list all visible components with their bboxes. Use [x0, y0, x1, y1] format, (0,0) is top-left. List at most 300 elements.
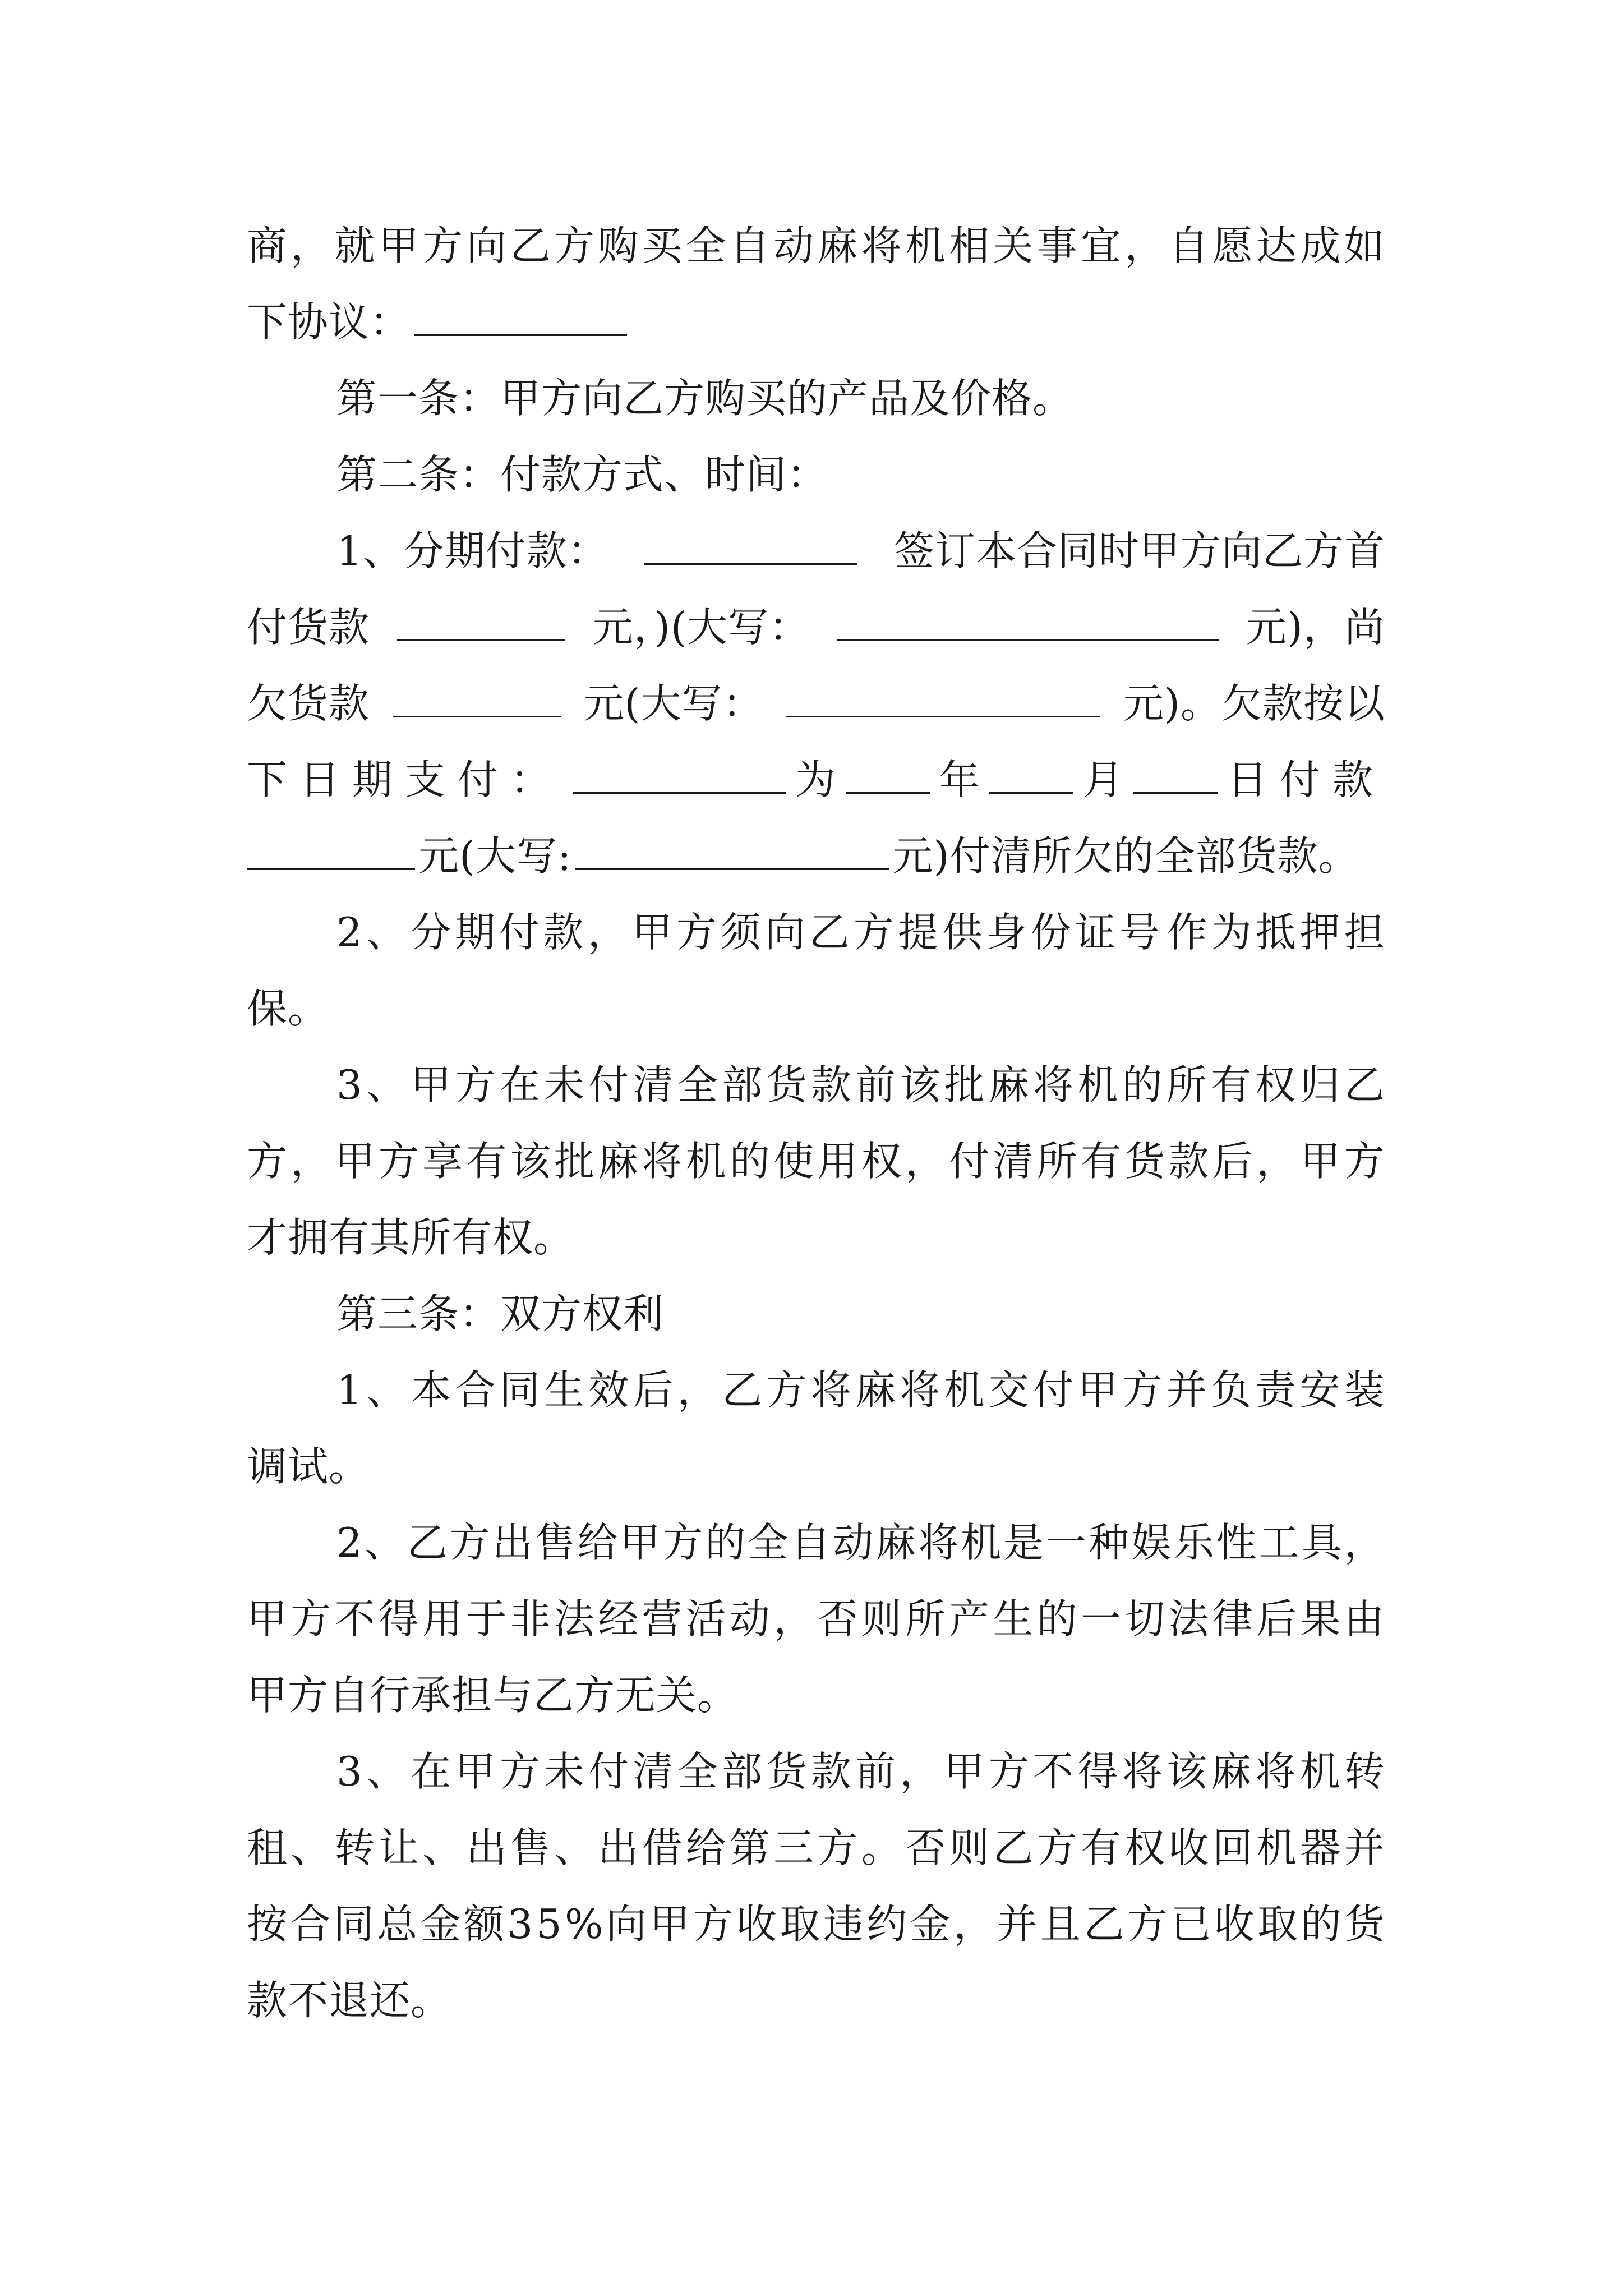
text-char: 享 [422, 1138, 464, 1185]
text-char: 向 [606, 1901, 647, 1948]
text-char: 份 [1030, 909, 1072, 956]
text-char: 方 [499, 1748, 541, 1795]
text-char: 机 [1256, 1824, 1298, 1871]
text-char: 经 [598, 1595, 639, 1642]
text-segment: 月 [1083, 756, 1124, 803]
text-char: 款 [1168, 1138, 1210, 1185]
text-char: 归 [1299, 1061, 1341, 1108]
text-char: 让 [378, 1824, 419, 1871]
text-segment: 才拥有其所有权。 [247, 1214, 575, 1261]
blank-field [837, 602, 1219, 641]
text-char: 违 [823, 1901, 864, 1948]
blank-field [414, 297, 627, 336]
text-char: 具 [1301, 1519, 1343, 1566]
text-char: 货 [1344, 1901, 1385, 1948]
text-char: 商 [247, 222, 288, 269]
text-char: 麻 [598, 1138, 639, 1185]
text-char: 甲 [455, 1748, 496, 1795]
text-char: 抵 [1255, 909, 1297, 956]
text-char: 机 [905, 222, 946, 269]
text-char: 将 [900, 1366, 941, 1414]
text-char: 有 [1081, 1824, 1122, 1871]
text-char: 为 [1211, 909, 1252, 956]
text-char: 售 [510, 1824, 551, 1871]
text-char: 该 [1166, 1748, 1207, 1795]
text-char: 将 [1122, 1748, 1163, 1795]
text-char: 3 [336, 1061, 363, 1108]
text-char: 自 [790, 1519, 832, 1566]
text-char: 生 [544, 1366, 585, 1414]
text-char: 权 [861, 1138, 902, 1185]
text-char: 、 [366, 1061, 408, 1108]
text-char: 装 [1344, 1366, 1385, 1414]
text-char: 、 [291, 1824, 332, 1871]
text-char: 第 [729, 1824, 771, 1871]
text-char: 、 [422, 1824, 464, 1871]
clause-2-1-line-1 [336, 513, 1385, 589]
text-char: 约 [866, 1901, 908, 1948]
text-char: 则 [861, 1595, 902, 1642]
text-segment: 款不退还。 [247, 1977, 452, 2024]
clause-2-2-line-2 [247, 970, 1385, 1047]
text-char: 清 [633, 1061, 674, 1108]
clause-3-1-line-2 [247, 1428, 1385, 1504]
clause-3-3-line-3 [247, 1886, 1385, 1962]
blank-field [393, 679, 561, 717]
text-char: 方 [449, 1519, 491, 1566]
text-char: 收 [736, 1901, 778, 1948]
text-char: ， [1124, 222, 1166, 269]
text-char: 在 [499, 1061, 541, 1108]
text-char: ， [587, 909, 629, 956]
text-line-2 [247, 284, 1385, 360]
clause-2-1-line-3 [247, 665, 1385, 742]
text-char: 果 [1300, 1595, 1341, 1642]
text-char: 方 [766, 1366, 808, 1414]
text-segment: 甲方自行承担与乙方无关。 [247, 1672, 739, 1719]
text-char: 方 [1127, 1901, 1168, 1948]
text-char: 动 [773, 222, 815, 269]
text-char: 动 [833, 1519, 874, 1566]
text-char: 所 [1166, 1061, 1207, 1108]
text-segment: 元(大写： [583, 680, 764, 727]
text-char: 总 [377, 1901, 418, 1948]
text-char: 乙 [1344, 1061, 1385, 1108]
text-char: 前 [855, 1748, 896, 1795]
text-segment: 保。 [247, 985, 329, 1032]
text-char: 责 [1255, 1366, 1297, 1414]
text-segment: 元)付清所欠的全部货款。 [892, 832, 1359, 880]
text-char: 活 [685, 1595, 727, 1642]
text-char: 后 [1256, 1595, 1298, 1642]
text-char: 甲 [411, 1061, 452, 1108]
text-char: 将 [1033, 1061, 1075, 1108]
text-char: 律 [1212, 1595, 1253, 1642]
text-char: 自 [729, 222, 771, 269]
text-char: 乐 [1173, 1519, 1215, 1566]
blank-field [846, 755, 930, 794]
text-char: 由 [1344, 1595, 1385, 1642]
text-char: 出 [598, 1824, 639, 1871]
text-char: 性 [1216, 1519, 1257, 1566]
text-char: 安 [1299, 1366, 1341, 1414]
text-char: 三 [773, 1824, 815, 1871]
text-char: 成 [1300, 222, 1341, 269]
blank-field [573, 755, 786, 794]
text-char: ， [905, 1138, 946, 1185]
text-char: 麻 [1211, 1748, 1252, 1795]
text-char: 买 [642, 222, 683, 269]
text-segment: 1、分期付款： [336, 527, 608, 574]
text-char: 方 [1122, 1366, 1163, 1414]
text-char: 娱 [1131, 1519, 1172, 1566]
clause-2-1-line-2 [247, 589, 1385, 665]
text-char: 得 [1077, 1748, 1119, 1795]
text-char: 批 [554, 1138, 595, 1185]
text-char: 用 [817, 1138, 859, 1185]
text-char: 甲 [631, 909, 673, 956]
text-char: 须 [720, 909, 762, 956]
clause-2-3-line-2 [247, 1123, 1385, 1199]
article-2-heading [336, 436, 1385, 513]
text-char: 自 [1168, 222, 1210, 269]
text-char: 产 [949, 1595, 990, 1642]
clause-2-1-line-5 [247, 818, 1385, 894]
text-segment: 日付款 [1227, 756, 1385, 803]
text-char: 使 [773, 1138, 815, 1185]
text-char: 并 [1166, 1366, 1207, 1414]
text-segment: 下协议： [247, 298, 411, 346]
text-char: 麻 [875, 1519, 917, 1566]
text-segment: 付货款 [247, 604, 370, 651]
blank-field [1133, 755, 1218, 794]
text-char: 机 [944, 1366, 985, 1414]
text-char: 全 [748, 1519, 789, 1566]
text-char: 期 [454, 909, 496, 956]
text-char: 麻 [988, 1061, 1030, 1108]
text-char: 方 [693, 1901, 734, 1948]
text-char: 得 [378, 1595, 419, 1642]
text-char: 营 [642, 1595, 683, 1642]
text-char: 批 [944, 1061, 985, 1108]
text-char: 全 [677, 1748, 718, 1795]
text-char: 有 [1081, 1138, 1122, 1185]
text-char: 的 [1036, 1595, 1078, 1642]
text-char: 分 [410, 909, 451, 956]
clause-2-3-line-1 [336, 1047, 1385, 1123]
text-char: 、 [366, 909, 407, 956]
text-char: 事 [1036, 222, 1078, 269]
text-char: 1 [336, 1366, 363, 1414]
clause-3-2-line-2 [247, 1581, 1385, 1657]
text-char: 3 [507, 1901, 534, 1948]
text-char: 方 [853, 909, 895, 956]
text-char: 的 [729, 1138, 771, 1185]
clause-3-3-line-2 [247, 1810, 1385, 1886]
text-char: 付 [499, 909, 540, 956]
text-segment: 第二条：付款方式、时间： [336, 451, 828, 498]
text-char: 供 [942, 909, 983, 956]
text-char: 关 [993, 222, 1034, 269]
text-char: 部 [722, 1061, 763, 1108]
text-char: 货 [766, 1748, 808, 1795]
clause-3-2-line-1 [336, 1504, 1385, 1581]
article-3-heading [336, 1276, 1385, 1352]
text-char: 甲 [620, 1519, 661, 1566]
text-char: 方 [817, 1824, 859, 1871]
text-char: 生 [993, 1595, 1034, 1642]
text-char: 切 [1124, 1595, 1166, 1642]
text-char: 租 [247, 1824, 288, 1871]
text-char: 该 [510, 1138, 551, 1185]
text-char: 转 [1344, 1748, 1385, 1795]
text-char: 、 [366, 1366, 408, 1414]
text-char: 有 [466, 1138, 508, 1185]
text-char: 该 [900, 1061, 941, 1108]
text-char: 全 [677, 1061, 718, 1108]
text-char: 于 [466, 1595, 508, 1642]
text-char: 收 [1168, 1824, 1210, 1871]
text-char: 器 [1300, 1824, 1341, 1871]
text-char: 同 [333, 1901, 375, 1948]
text-char: 全 [685, 222, 727, 269]
text-char: 部 [722, 1748, 763, 1795]
text-char: 一 [1081, 1595, 1122, 1642]
text-char: 交 [988, 1366, 1030, 1414]
text-char: 向 [466, 222, 508, 269]
text-char: 2 [336, 1519, 363, 1566]
text-char: 款 [543, 909, 584, 956]
text-char: 乙 [1083, 1901, 1125, 1948]
text-char: 额 [464, 1901, 505, 1948]
text-char: ， [773, 1595, 815, 1642]
text-segment: 元(大写: [418, 832, 572, 880]
text-char: 方 [1344, 1138, 1385, 1185]
text-char: 出 [466, 1824, 508, 1871]
text-char: 。 [861, 1824, 902, 1871]
text-char: ， [1344, 1519, 1385, 1566]
clause-2-1-line-4 [247, 742, 1385, 818]
text-char: 未 [544, 1061, 585, 1108]
text-char: 甲 [944, 1748, 985, 1795]
text-line-1 [247, 208, 1385, 284]
text-char: 权 [1124, 1824, 1166, 1871]
text-char: 甲 [1077, 1366, 1119, 1414]
text-char: 方 [422, 222, 464, 269]
text-char: 款 [810, 1061, 852, 1108]
text-segment: 元，)(大写： [592, 604, 810, 651]
text-char: 5 [536, 1901, 562, 1948]
text-char: 方 [247, 1138, 288, 1185]
text-char: 甲 [334, 1138, 376, 1185]
text-char: 、 [366, 1748, 408, 1795]
text-char: 效 [588, 1366, 630, 1414]
text-char: 向 [764, 909, 806, 956]
text-char: 甲 [649, 1901, 691, 1948]
text-char: 借 [642, 1824, 683, 1871]
text-char: % [564, 1901, 604, 1948]
text-segment: 第一条：甲方向乙方购买的产品及价格。 [336, 375, 1074, 422]
text-char: 乙 [407, 1519, 448, 1566]
text-char: 甲 [378, 222, 419, 269]
text-segment: 元)。欠款按以 [1123, 680, 1385, 727]
text-char: 提 [897, 909, 939, 956]
blank-field [644, 526, 857, 565]
text-char: 一 [1046, 1519, 1087, 1566]
clause-3-1-line-1 [336, 1352, 1385, 1428]
text-char: 乙 [510, 222, 551, 269]
text-char: ， [677, 1366, 718, 1414]
text-char: 负 [1211, 1366, 1252, 1414]
text-char: 机 [1077, 1061, 1119, 1108]
text-char: 方 [1036, 1824, 1078, 1871]
text-char: 的 [705, 1519, 746, 1566]
text-char: 作 [1166, 909, 1208, 956]
text-char: 回 [1212, 1824, 1253, 1871]
text-char: ， [1256, 1138, 1298, 1185]
text-char: 甲 [247, 1595, 288, 1642]
text-char: 且 [1040, 1901, 1082, 1948]
clause-3-3-line-1 [336, 1733, 1385, 1810]
text-char: 将 [810, 1366, 852, 1414]
text-char: 乙 [722, 1366, 763, 1414]
text-char: 后 [633, 1366, 674, 1414]
text-char: 乙 [809, 909, 850, 956]
text-char: 给 [577, 1519, 619, 1566]
text-char: 金 [910, 1901, 951, 1948]
text-char: 将 [1255, 1748, 1297, 1795]
text-char: 所 [905, 1595, 946, 1642]
text-char: 担 [1344, 909, 1385, 956]
text-char: 并 [997, 1901, 1038, 1948]
blank-field [247, 831, 415, 870]
text-char: ， [291, 1138, 332, 1185]
blank-field [575, 831, 889, 870]
text-char: 取 [780, 1901, 821, 1948]
text-char: 权 [1255, 1061, 1297, 1108]
text-char: 号 [1119, 909, 1160, 956]
text-char: 乙 [993, 1824, 1034, 1871]
article-1-heading [336, 360, 1385, 436]
text-segment: 第三条：双方权利 [336, 1290, 665, 1337]
text-char: 货 [766, 1061, 808, 1108]
text-char: 机 [1299, 1748, 1341, 1795]
text-char: 否 [905, 1824, 946, 1871]
text-char: 货 [1124, 1138, 1166, 1185]
text-char: 收 [1214, 1901, 1255, 1948]
text-char: 身 [986, 909, 1027, 956]
text-char: 取 [1257, 1901, 1299, 1948]
text-char: 付 [949, 1138, 990, 1185]
blank-field [786, 679, 1100, 717]
text-char: 就 [334, 222, 376, 269]
text-char: 售 [534, 1519, 576, 1566]
text-char: 前 [855, 1061, 896, 1108]
text-char: 证 [1075, 909, 1116, 956]
text-char: 将 [918, 1519, 960, 1566]
text-char: 押 [1299, 909, 1341, 956]
text-char: 的 [1301, 1901, 1342, 1948]
text-char: 不 [1033, 1748, 1075, 1795]
text-char: 金 [420, 1901, 462, 1948]
clause-2-2-line-1 [336, 894, 1385, 970]
text-char: 用 [422, 1595, 464, 1642]
text-char: 种 [1088, 1519, 1129, 1566]
text-char: 相 [949, 222, 990, 269]
blank-field [989, 755, 1073, 794]
text-char: 不 [334, 1595, 376, 1642]
clause-2-3-line-3 [247, 1199, 1385, 1276]
text-segment: 欠货款 [247, 680, 370, 727]
text-char: ， [900, 1748, 941, 1795]
text-char: 将 [861, 222, 902, 269]
text-char: 付 [1033, 1366, 1075, 1414]
text-char: 、 [364, 1519, 405, 1566]
text-char: ， [953, 1901, 995, 1948]
text-segment: 签订本合同时甲方向乙方首 [893, 527, 1385, 574]
text-char: 所 [1036, 1138, 1078, 1185]
text-char: 法 [1168, 1595, 1210, 1642]
clause-3-3-line-4 [247, 1962, 1385, 2039]
text-char: 甲 [1300, 1138, 1341, 1185]
text-char: 在 [411, 1748, 452, 1795]
text-segment: 调试。 [247, 1443, 370, 1490]
text-char: 法 [554, 1595, 595, 1642]
text-char: ， [291, 222, 332, 269]
text-char: 已 [1170, 1901, 1212, 1948]
text-char: 是 [1003, 1519, 1045, 1566]
text-segment: 为 [795, 756, 836, 803]
text-char: 麻 [855, 1366, 896, 1414]
text-char: 清 [633, 1748, 674, 1795]
text-char: 动 [729, 1595, 771, 1642]
text-char: 合 [455, 1366, 496, 1414]
text-char: 购 [598, 222, 639, 269]
text-char: 将 [642, 1138, 683, 1185]
text-char: 达 [1256, 222, 1298, 269]
text-char: 方 [676, 909, 717, 956]
text-char: 出 [492, 1519, 533, 1566]
text-char: 转 [334, 1824, 376, 1871]
text-char: 方 [988, 1748, 1030, 1795]
text-char: 付 [588, 1748, 630, 1795]
text-char: 如 [1344, 222, 1385, 269]
text-char: 并 [1344, 1824, 1385, 1871]
text-char: 2 [336, 909, 363, 956]
text-segment: 年 [939, 756, 980, 803]
text-char: 方 [554, 222, 595, 269]
text-char: 有 [1211, 1061, 1252, 1108]
text-char: 愿 [1212, 222, 1253, 269]
text-char: 宜 [1081, 222, 1122, 269]
text-char: 同 [499, 1366, 541, 1414]
clause-3-2-line-3 [247, 1657, 1385, 1733]
text-char: 的 [1122, 1061, 1163, 1108]
text-char: 本 [411, 1366, 452, 1414]
text-char: 给 [685, 1824, 727, 1871]
text-char: 方 [378, 1138, 419, 1185]
text-char: 非 [510, 1595, 551, 1642]
text-char: 方 [662, 1519, 704, 1566]
text-char: 3 [336, 1748, 363, 1795]
blank-field [397, 602, 565, 641]
text-char: 机 [685, 1138, 727, 1185]
text-char: 按 [247, 1901, 288, 1948]
text-char: 麻 [817, 222, 859, 269]
text-char: 方 [455, 1061, 496, 1108]
text-segment: 下日期支付： [247, 756, 564, 803]
text-char: 、 [554, 1824, 595, 1871]
